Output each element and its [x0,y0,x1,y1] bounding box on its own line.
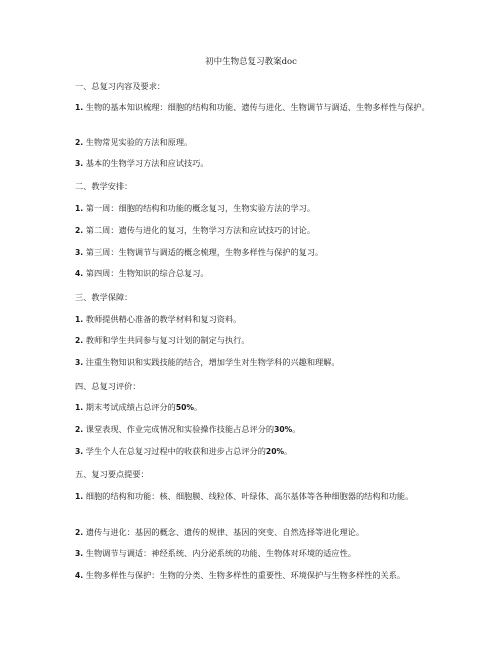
list-item [75,157,435,171]
item-number: 3. [75,159,84,168]
item-text: 第一周：细胞的结构和功能的概念复习，生物实验方法的学习。 [83,203,316,213]
item-percentage: 20% [265,447,285,456]
item-number: 2. [75,226,84,235]
item-text: 课堂表现、作业完成情况和实验操作技能占总评分的 [83,424,275,434]
section-heading: 一、总复习内容及要求： [75,81,166,91]
item-number: 3. [75,447,84,456]
item-number: 1. [75,315,84,324]
item-text-end: 。 [284,446,293,456]
item-number: 3. [75,549,84,558]
item-text: 基本的生物学习方法和应试技巧。 [83,158,209,168]
list-item [75,334,435,348]
section-heading: 五、复习要点提要： [75,469,149,479]
item-number: 2. [75,138,84,147]
item-text: 生物调节与调适：神经系统、内分泌系统的功能、生物体对环境的适应性。 [83,548,356,558]
list-item [75,490,435,504]
list-item [75,202,435,216]
item-text: 生物的基本知识梳理：细胞的结构和功能、遗传与进化、生物调节与调适、生物多样性与保护。 [83,102,430,112]
list-item [75,547,435,561]
item-text-end: 。 [292,424,301,434]
section-heading: 三、教学保障： [75,292,133,302]
item-number: 1. [75,403,84,412]
list-item [75,267,435,281]
item-number: 2. [75,336,84,345]
list-item [75,569,435,583]
list-item [75,445,435,459]
item-text: 学生个人在总复习过程中的收获和进步占总评分的 [83,446,266,456]
list-item [75,401,435,415]
item-text: 期末考试成绩占总评分的 [83,402,176,412]
item-text: 第三周：生物调节与调适的概念梳理，生物多样性与保护的复习。 [83,247,324,257]
item-number: 3. [75,358,84,367]
list-item [75,313,435,327]
section-heading: 四、总复习评价： [75,381,141,391]
list-item [75,423,435,437]
item-text: 细胞的结构和功能：核、细胞膜、线粒体、叶绿体、高尔基体等各种细胞器的结构和功能。 [83,491,414,501]
item-text: 注重生物知识和实践技能的结合，增加学生对生物学科的兴趣和理解。 [83,357,340,367]
item-number: 1. [75,103,84,112]
list-item [75,101,435,115]
section-heading: 二、教学安排： [75,181,133,191]
item-percentage: 30% [274,425,293,434]
item-number: 2. [75,425,84,434]
item-text: 遗传与进化：基因的概念、遗传的规律、基因的突变、自然选择等进化理论。 [83,527,365,537]
item-number: 4. [75,571,84,580]
list-item [75,246,435,260]
list-item [75,526,435,540]
list-item [75,356,435,370]
item-number: 2. [75,528,84,537]
document-title: 初中生物总复习教案doc [205,57,297,67]
item-text: 第四周：生物知识的综合总复习。 [83,268,209,278]
item-text: 生物多样性与保护：生物的分类、生物多样性的重要性、环境保护与生物多样性的关系。 [83,570,406,580]
item-number: 4. [75,269,84,278]
item-number: 1. [75,492,84,501]
item-text: 教师和学生共同参与复习计划的制定与执行。 [83,335,250,345]
item-text: 第二周：遗传与进化的复习，生物学习方法和应试技巧的讨论。 [83,225,316,235]
item-number: 1. [75,204,84,213]
item-text-end: 。 [194,402,203,412]
item-text: 教师提供精心准备的教学材料和复习资料。 [83,314,242,324]
list-item [75,136,435,150]
item-percentage: 50% [175,403,195,412]
item-number: 3. [75,248,84,257]
item-text: 生物常见实验的方法和原理。 [83,137,193,147]
list-item [75,224,435,238]
